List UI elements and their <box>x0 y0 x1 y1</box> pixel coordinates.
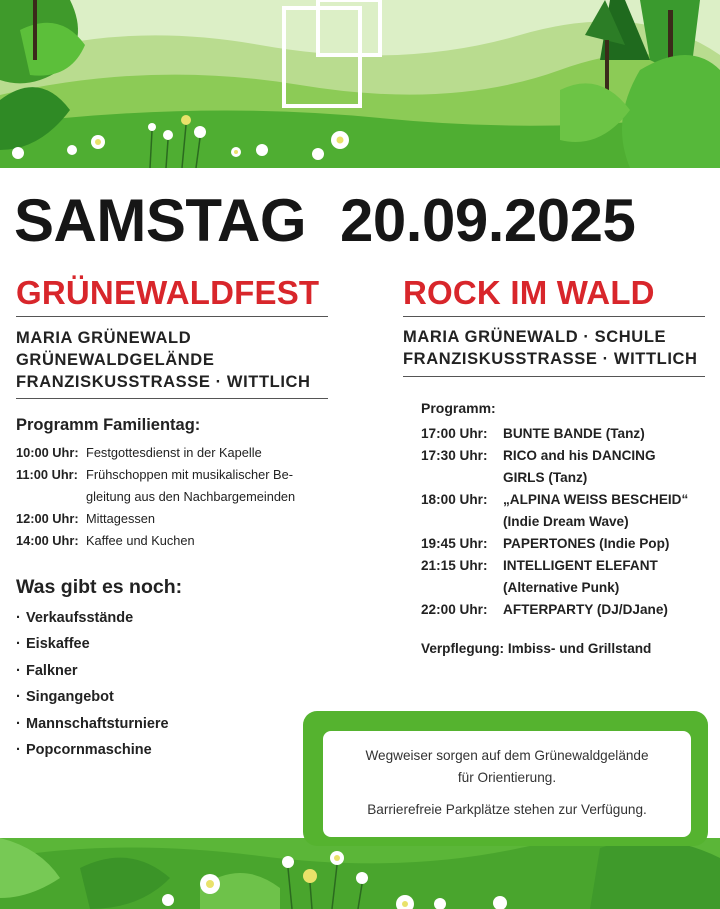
program-text: Festgottesdienst in der Kapelle <box>86 445 262 460</box>
venue-line: FRANZISKUSSTRASSE · WITTLICH <box>403 350 698 368</box>
rock-im-wald-title: ROCK IM WALD <box>403 274 655 311</box>
list-item: · Mannschaftsturniere <box>16 715 169 732</box>
divider <box>16 316 328 317</box>
event-date-title <box>14 186 706 255</box>
program-item <box>16 442 295 464</box>
list-item: · Popcornmaschine <box>16 741 152 758</box>
list-item: · Falkner <box>16 662 78 679</box>
family-program-list <box>16 442 295 552</box>
info-line: für Orientierung. <box>457 770 557 785</box>
venue-line: FRANZISKUSSTRASSE · WITTLICH <box>16 373 311 391</box>
venue-line: MARIA GRÜNEWALD · SCHULE <box>403 328 667 346</box>
program-text: gleitung aus den Nachbargemeinden <box>86 489 296 504</box>
event-date: 20.09.2025 <box>340 187 636 254</box>
divider <box>16 398 328 399</box>
divider <box>403 316 705 317</box>
rock-venue <box>403 326 698 370</box>
info-line: Wegweiser sorgen auf dem Grünewaldgelände <box>365 748 649 763</box>
weekday: SAMSTAG <box>14 187 307 254</box>
forest-banner-top <box>0 0 720 168</box>
venue-line: GRÜNEWALDGELÄNDE <box>16 351 215 369</box>
venue-line: MARIA GRÜNEWALD <box>16 329 192 347</box>
info-line: Barrierefreie Parkplätze stehen zur Verfügung. <box>367 802 647 817</box>
info-card <box>323 731 691 837</box>
gruenewaldfest-title: GRÜNEWALDFEST <box>16 274 320 311</box>
program-item <box>16 464 295 486</box>
forest-banner-bottom <box>0 838 720 909</box>
program-item <box>16 508 295 530</box>
program-time: 10:00 Uhr: <box>16 445 79 460</box>
program-item <box>16 530 295 552</box>
rock-program-list: 17:00 Uhr: BUNTE BANDE (Tanz) 17:30 Uhr: RICO and his DANCING GIRLS (Tanz) 18:00 Uhr: „ALPINA WEISS BESCHEID“ (Indie Dream Wave) 19:45 Uhr: PAPERTONES (Indie Pop) 21:15 Uhr: INTELLIGENT ELEFANT (Alternative Punk) 22:00 Uhr: AFTERPARTY (DJ/DJane) <box>421 426 689 617</box>
program-item <box>16 486 295 508</box>
list-item: · Eiskaffee <box>16 636 90 653</box>
extras-list <box>16 605 169 763</box>
program-time: 11:00 Uhr: <box>16 467 78 482</box>
extras-heading: Was gibt es noch: <box>16 576 183 598</box>
program-text: Kaffee und Kuchen <box>86 533 195 548</box>
gruenewaldfest-venue <box>16 327 311 393</box>
program-time: 14:00 Uhr: <box>16 533 79 548</box>
catering-note: Verpflegung: Imbiss- und Grillstand <box>421 641 652 656</box>
divider <box>403 376 705 377</box>
program-text: Mittagessen <box>86 511 155 526</box>
family-program-heading: Programm Familientag: <box>16 416 201 434</box>
list-item: · Singangebot <box>16 689 114 706</box>
program-text: Frühschoppen mit musikalischer Be- <box>86 467 293 482</box>
rock-program-heading: Programm: <box>421 400 496 416</box>
list-item: · Verkaufsstände <box>16 610 134 626</box>
program-time: 12:00 Uhr: <box>16 511 79 526</box>
